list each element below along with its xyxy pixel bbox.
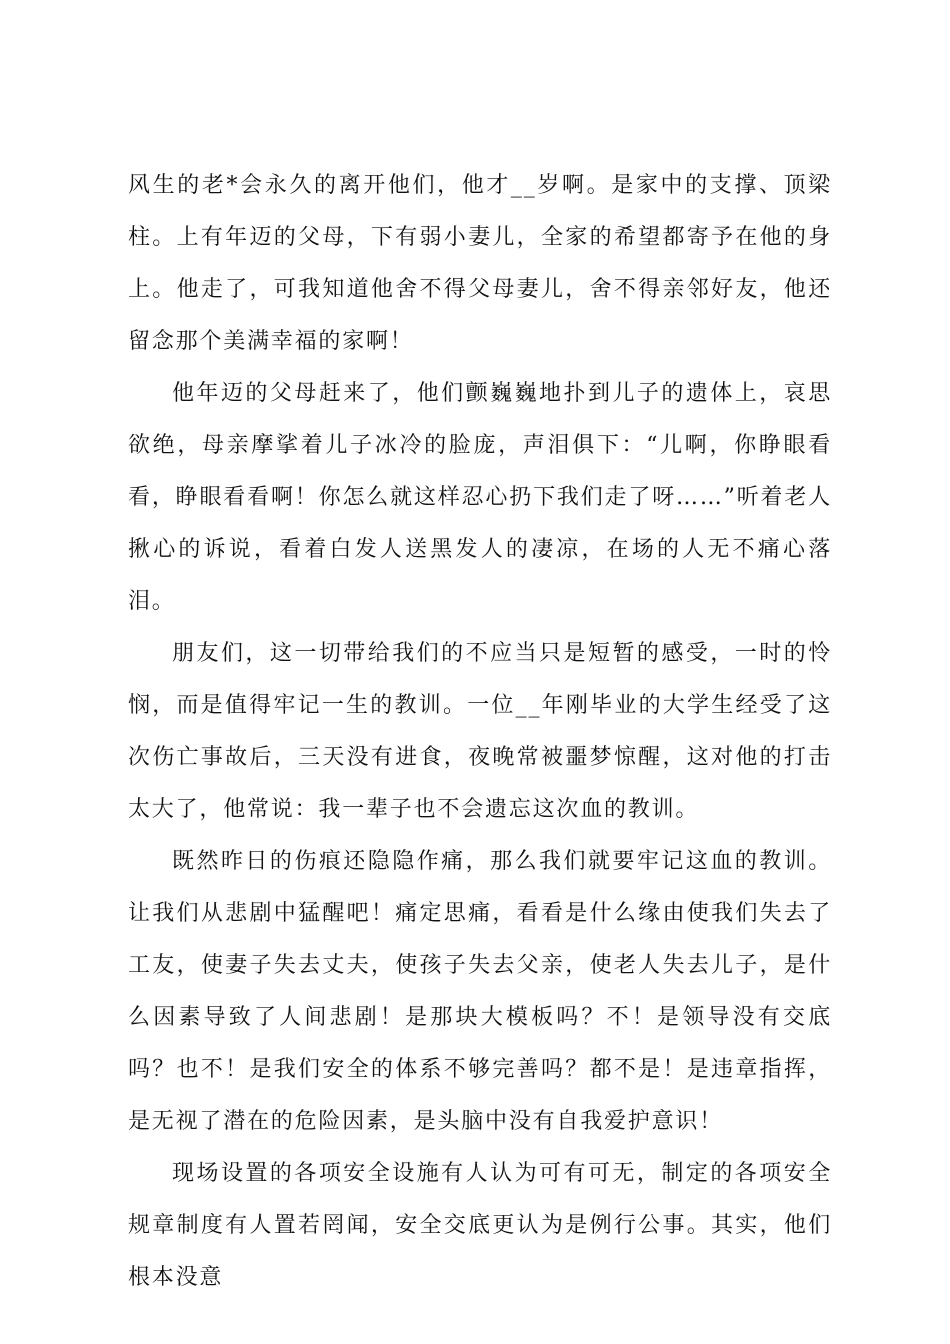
paragraph-1: 风生的老*会永久的离开他们，他才__岁啊。是家中的支撑、顶梁柱。上有年迈的父母，下有弱小妻儿，全家的希望都寄予在他的身上。他走了，可我知道他舍不得父母妻儿，舍不得亲邻好友，他还留念那个美满幸福的家啊！: [128, 173, 832, 354]
document-body: [128, 160, 832, 1304]
paragraph-3: 朋友们，这一切带给我们的不应当只是短暂的感受，一时的怜悯，而是值得牢记一生的教训。一位__年刚毕业的大学生经受了这次伤亡事故后，三天没有进食，夜晚常被噩梦惊醒，这对他的打击太大了，他常说：我一辈子也不会遗忘这次血的教训。: [128, 641, 832, 822]
paragraph-4: 既然昨日的伤痕还隐隐作痛，那么我们就要牢记这血的教训。让我们从悲剧中猛醒吧！痛定思痛，看看是什么缘由使我们失去了工友，使妻子失去丈夫，使孩子失去父亲，使老人失去儿子，是什么因素导致了人间悲剧！是那块大模板吗？不！是领导没有交底吗？也不！是我们安全的体系不够完善吗？都不是！是违章指挥，是无视了潜在的危险因素，是头脑中没有自我爱护意识！: [128, 849, 832, 1134]
paragraph-2: 他年迈的父母赶来了，他们颤巍巍地扑到儿子的遗体上，哀思欲绝，母亲摩挲着儿子冰冷的脸庞，声泪俱下：“儿啊，你睁眼看看，睁眼看看啊！你怎么就这样忍心扔下我们走了呀……”听着老人揪心的诉说，看着白发人送黑发人的凄凉，在场的人无不痛心落泪。: [128, 381, 832, 614]
paragraph-5: 现场设置的各项安全设施有人认为可有可无，制定的各项安全规章制度有人置若罔闻，安全交底更认为是例行公事。其实，他们根本没意: [128, 1161, 832, 1290]
